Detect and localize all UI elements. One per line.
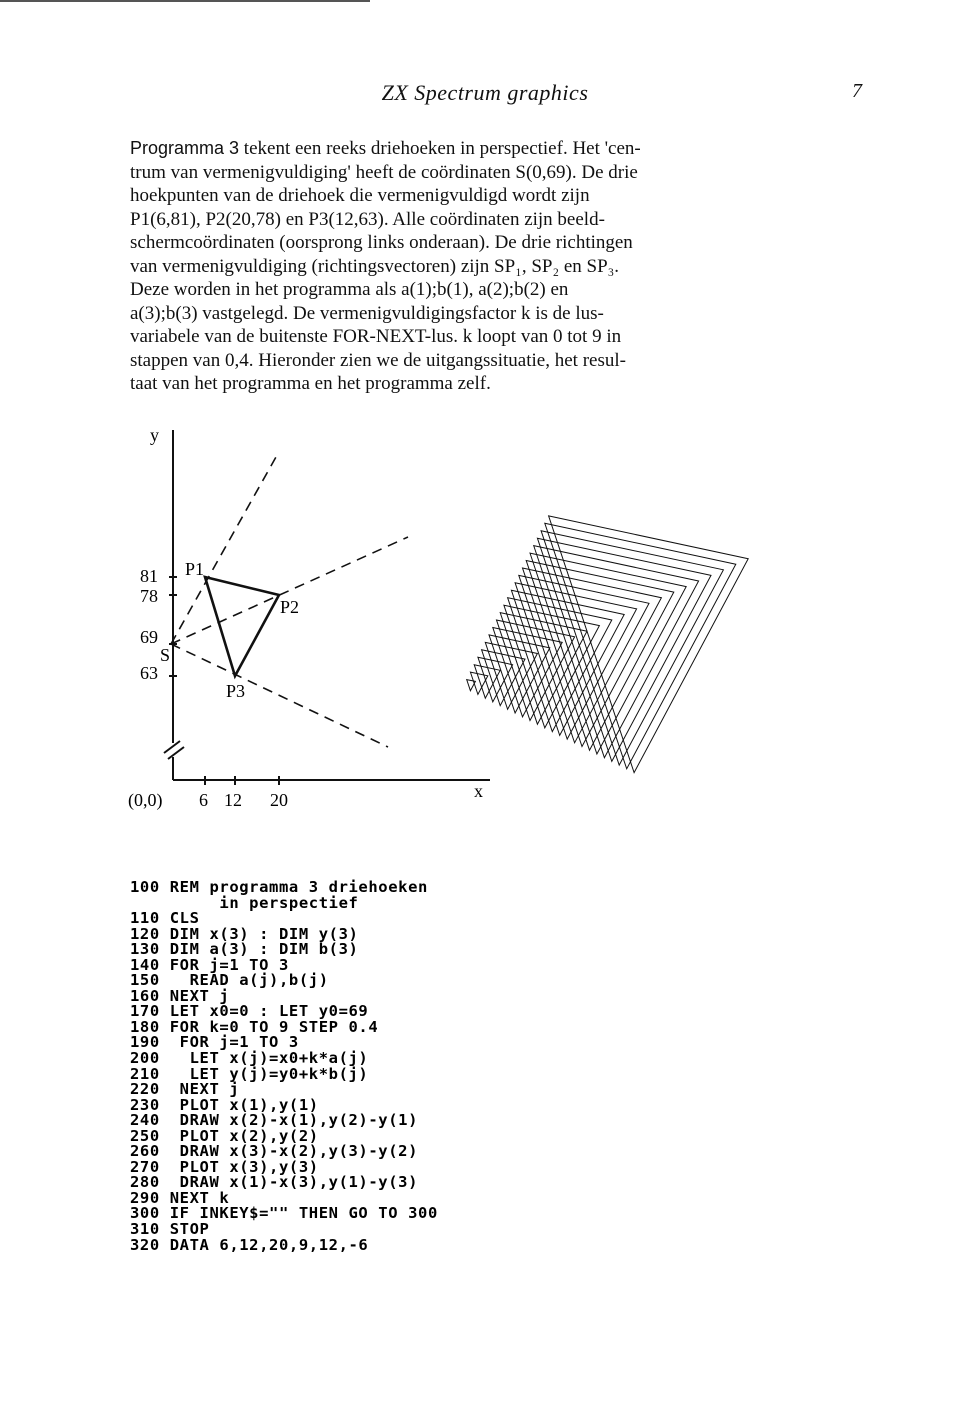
code-line: 100 REM programma 3 driehoeken <box>130 878 428 896</box>
code-line: 210 LET y(j)=y0+k*b(j) <box>130 1064 369 1083</box>
code-line: 220 NEXT j <box>130 1080 240 1099</box>
result-triangle <box>534 546 699 758</box>
intro-line-10: stappen van 0,4. Hieronder zien we de uitgangssituatie, het resul- <box>130 349 626 371</box>
y-axis-label: y <box>150 425 159 445</box>
intro-line-2: trum van vermenigvuldiging' heeft de coördinaten S(0,69). De drie <box>130 161 638 183</box>
result-triangle <box>470 672 487 694</box>
code-line: 190 FOR j=1 TO 3 <box>130 1033 299 1052</box>
direction-line-sp2 <box>171 537 408 644</box>
code-line: 200 LET x(j)=x0+k*a(j) <box>130 1049 369 1068</box>
program-output-figure <box>455 425 875 805</box>
program-reference: Programma 3 <box>130 138 240 158</box>
point-label-p1: P1 <box>185 559 205 579</box>
code-line: 230 PLOT x(1),y(1) <box>130 1095 319 1114</box>
result-triangles <box>463 516 748 773</box>
direction-line-sp3 <box>171 644 388 747</box>
code-line: 310 STOP <box>130 1220 210 1239</box>
program-listing <box>130 880 438 1253</box>
code-line: 270 PLOT x(3),y(3) <box>130 1157 319 1176</box>
intro-line-9: variabele van de buitenste FOR-NEXT-lus. k loopt van 0 tot 9 in <box>130 326 622 347</box>
x-tick-label-12: 12 <box>224 790 242 810</box>
intro-line-11: taat van het programma en het programma zelf. <box>130 373 491 394</box>
intro-line-6: van vermenigvuldiging (richtingsvectoren) zijn SP₁, SP₂ en SP₃. <box>130 255 620 277</box>
code-line: 160 NEXT j <box>130 986 230 1005</box>
code-line: 280 DRAW x(1)-x(3),y(1)-y(3) <box>130 1173 419 1192</box>
top-rule <box>0 0 370 2</box>
code-line: 180 FOR k=0 TO 9 STEP 0.4 <box>130 1017 379 1036</box>
result-triangle <box>467 680 476 691</box>
page-number: 7 <box>852 80 862 102</box>
origin-label: (0,0) <box>128 790 163 810</box>
direction-line-sp1 <box>171 457 276 644</box>
x-axis-label: x <box>474 781 483 801</box>
code-line: 240 DRAW x(2)-x(1),y(2)-y(1) <box>130 1111 419 1130</box>
intro-line-4: P1(6,81), P2(20,78) en P3(12,63). Alle coördinaten zijn beeld- <box>130 208 605 230</box>
point-label-s: S <box>160 645 171 665</box>
code-line: 130 DIM a(3) : DIM b(3) <box>130 940 359 959</box>
code-line: 300 IF INKEY$="" THEN GO TO 300 <box>130 1204 438 1223</box>
triangle <box>205 577 279 676</box>
axis-break <box>164 741 184 759</box>
intro-line-7: Deze worden in het programma als a(1);b(1), a(2);b(2) en <box>130 279 569 300</box>
x-tick-label-20: 20 <box>270 790 288 810</box>
y-tick-label-81: 81 <box>140 566 158 586</box>
code-line: 250 PLOT x(2),y(2) <box>130 1126 319 1145</box>
intro-line-1: Programma 3 tekent een reeks driehoeken in perspectief. Het 'cen- <box>130 138 641 159</box>
point-label-p3: P3 <box>226 681 246 701</box>
y-tick-label-63: 63 <box>140 663 158 683</box>
x-tick-label-6: 6 <box>199 790 208 810</box>
code-line: 110 CLS <box>130 909 200 928</box>
point-label-p2: P2 <box>280 597 300 617</box>
intro-line-8: a(3);b(3) vastgelegd. De vermenigvuldigingsfactor k is de lus- <box>130 302 604 324</box>
running-title: ZX Spectrum graphics <box>381 80 589 105</box>
intro-line-5: schermcoördinaten (oorsprong links onderaan). De drie richtingen <box>130 232 633 253</box>
y-tick-label-69: 69 <box>140 627 158 647</box>
code-line: 120 DIM x(3) : DIM y(3) <box>130 924 359 943</box>
code-line: 320 DATA 6,12,20,9,12,-6 <box>130 1235 369 1254</box>
intro-line-3: hoekpunten van de driehoek die vermenigvuldigd wordt zijn <box>130 185 590 206</box>
code-line: in perspectief <box>130 893 359 912</box>
intro-paragraph <box>130 137 855 396</box>
code-line: 150 READ a(j),b(j) <box>130 971 329 990</box>
code-line: 260 DRAW x(3)-x(2),y(3)-y(2) <box>130 1142 419 1161</box>
y-tick-label-78: 78 <box>140 586 158 606</box>
code-line: 140 FOR j=1 TO 3 <box>130 955 289 974</box>
code-line: 290 NEXT k <box>130 1188 230 1207</box>
code-line: 170 LET x0=0 : LET y0=69 <box>130 1002 369 1021</box>
initial-situation-diagram <box>118 425 498 825</box>
